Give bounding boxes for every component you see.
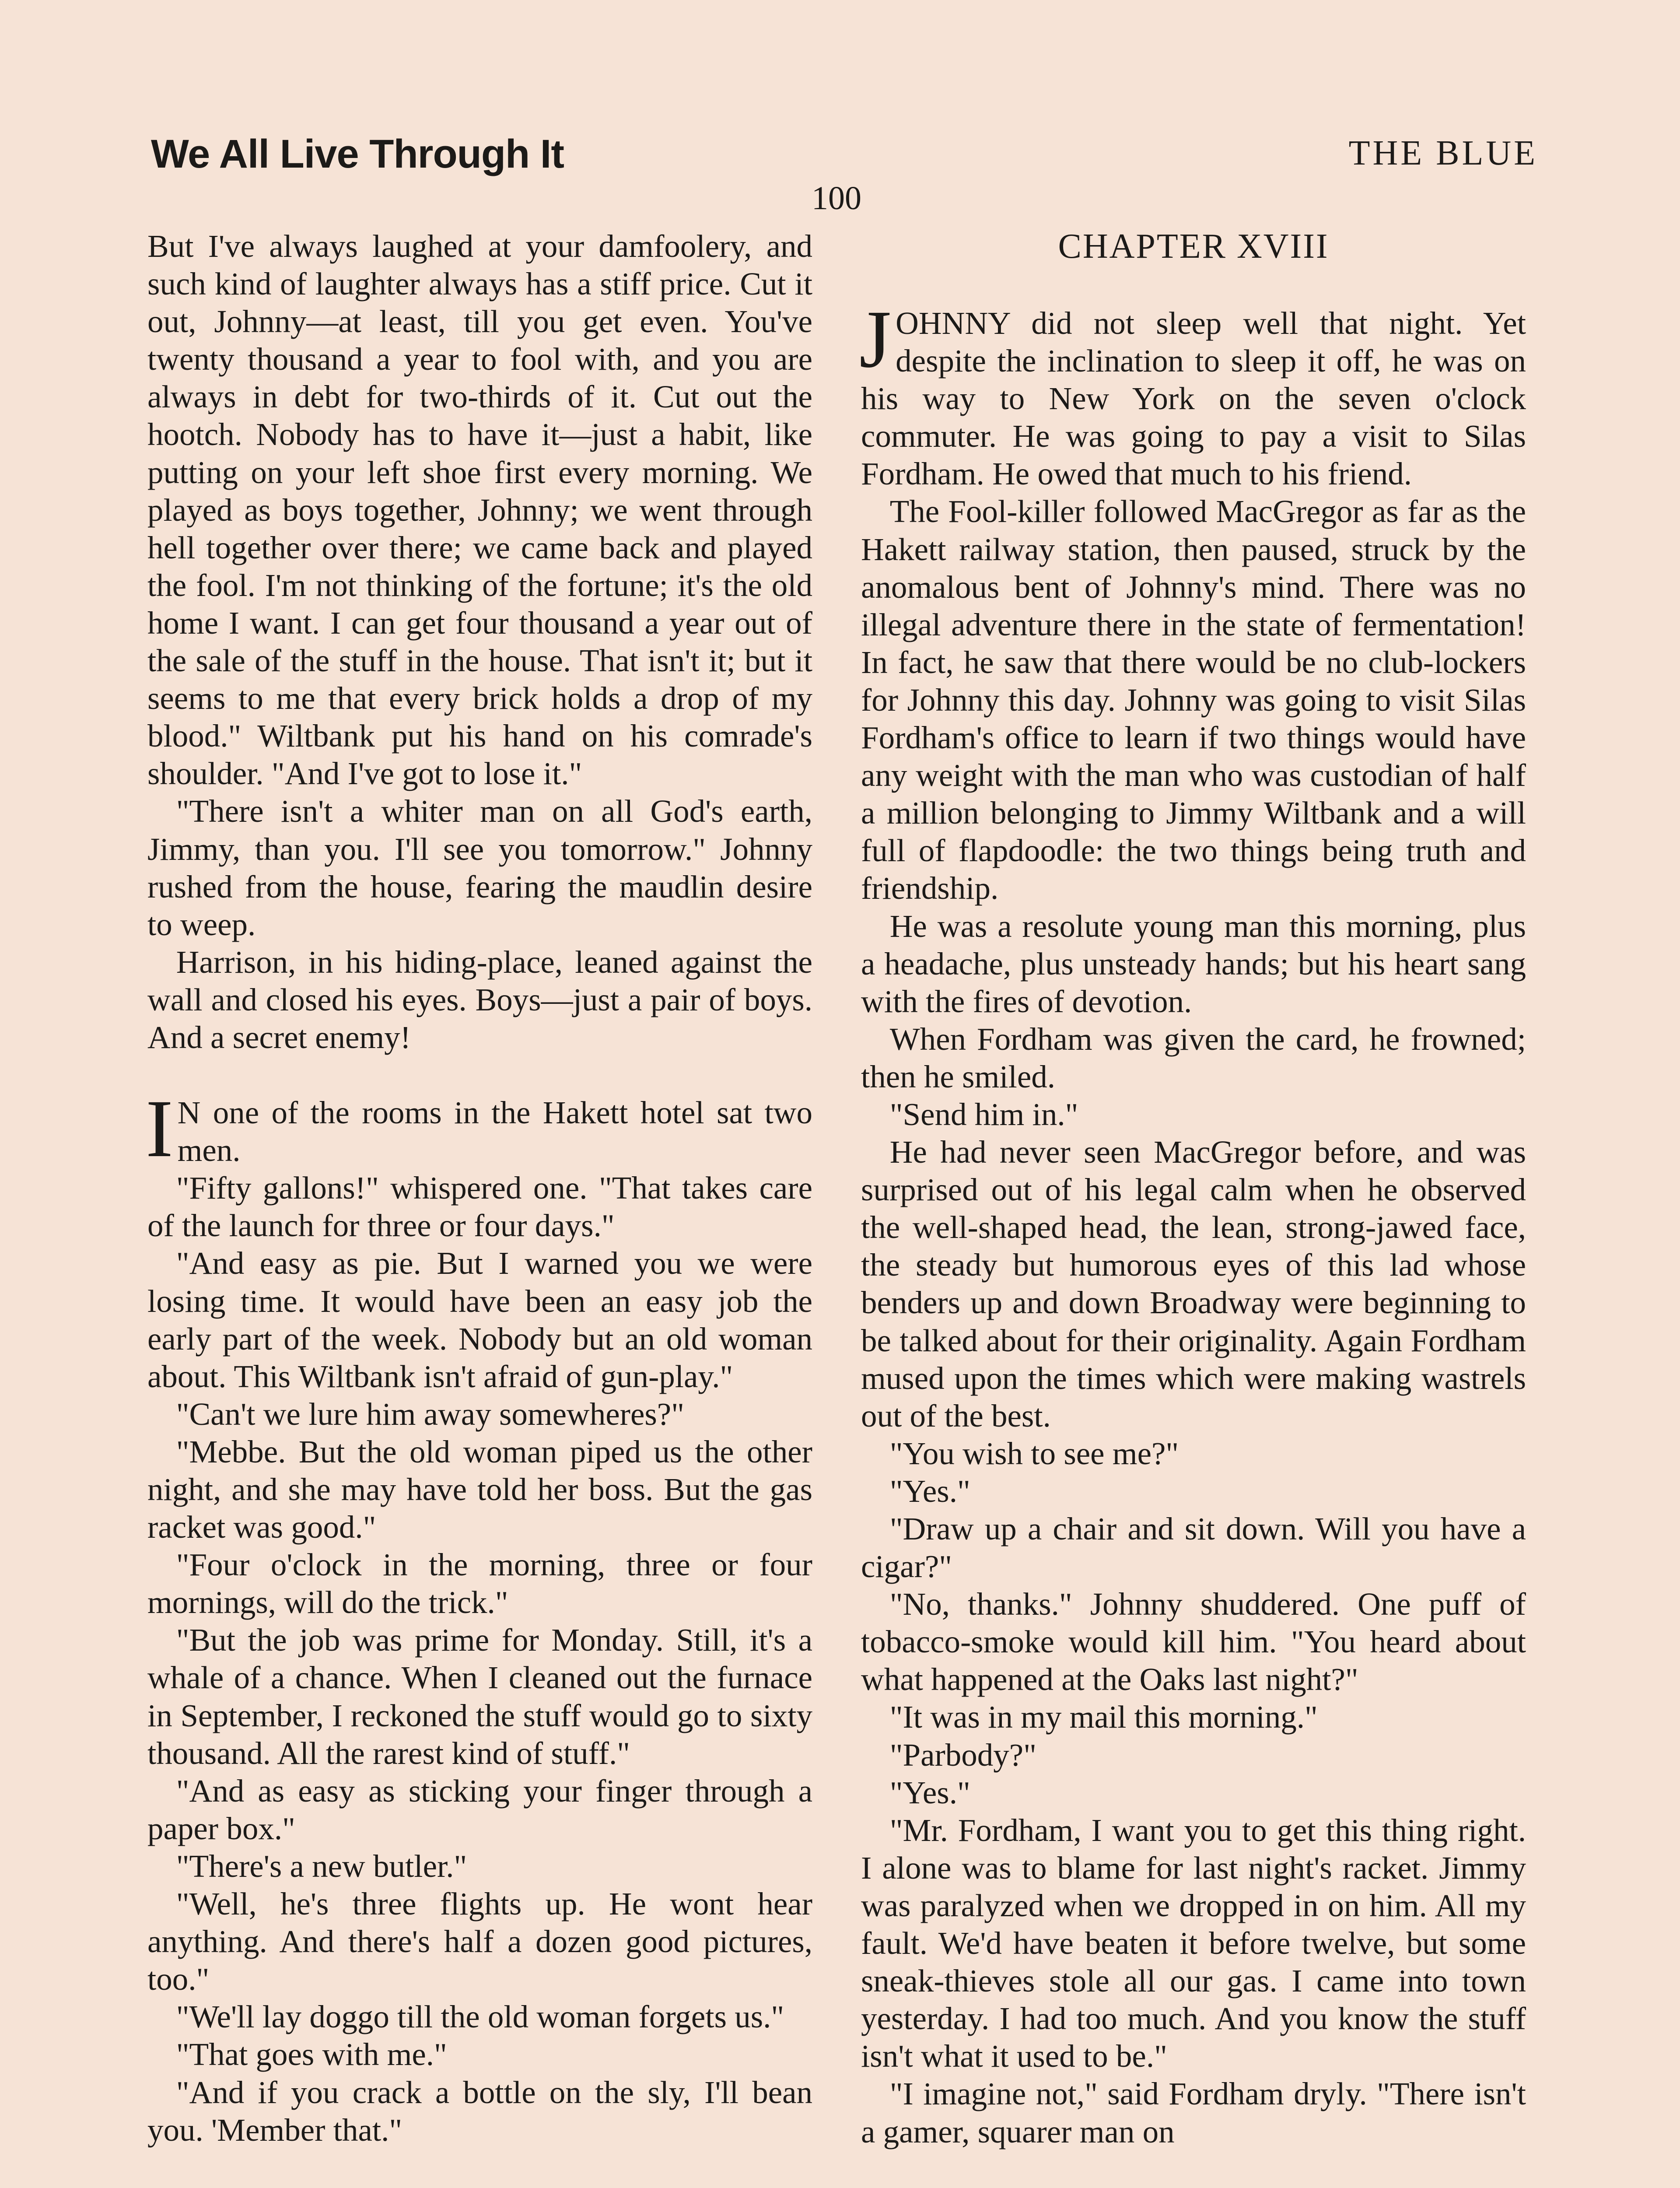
paragraph: "We'll lay doggo till the old woman forgets us." bbox=[176, 1999, 784, 2035]
right-column bbox=[861, 228, 1526, 2151]
paragraph: "And as easy as sticking your finger through a paper box." bbox=[147, 1773, 812, 1846]
paragraph-text: N one of the rooms in the Hakett hotel sat two men. bbox=[177, 1095, 812, 1168]
chapter-heading: CHAPTER XVIII bbox=[1058, 227, 1329, 266]
drop-cap: J bbox=[859, 293, 892, 385]
paragraph: "That goes with me." bbox=[176, 2037, 447, 2072]
paragraph: "Can't we lure him away somewheres?" bbox=[176, 1396, 684, 1432]
paragraph: "Mebbe. But the old woman piped us the other night, and she may have told her boss. But the gas racket was good." bbox=[147, 1434, 812, 1545]
drop-cap: I bbox=[146, 1083, 173, 1175]
paragraph: The Fool-killer followed MacGregor as far as the Hakett railway station, then paused, struck by the anomalous bent of Johnny's mind. There was no illegal adventure there in the state of fermentation! In fact, he saw that there would be no club-lockers for Johnny this day. Johnny was going to visit Silas Fordham's office to learn if two things would have any weight with the man who was custodian of half a million belonging to Jimmy Wiltbank and a will full of flapdoodle: the two things being truth and friendship. bbox=[861, 494, 1526, 906]
paragraph: "And easy as pie. But I warned you we were losing time. It would have been an easy job the early part of the week. Nobody but an old woman about. This Wiltbank isn't afraid of gun-play." bbox=[147, 1245, 812, 1394]
paragraph: When Fordham was given the card, he frowned; then he smiled. bbox=[861, 1021, 1526, 1094]
paragraph: "Yes." bbox=[889, 1774, 970, 1810]
paragraph: He was a resolute young man this morning, plus a headache, plus unsteady hands; but his heart sang with the fires of devotion. bbox=[861, 908, 1526, 1019]
story-title: We All Live Through It bbox=[151, 132, 564, 176]
paragraph: "Four o'clock in the morning, three or four mornings, will do the trick." bbox=[147, 1547, 812, 1620]
paragraph: But I've always laughed at your damfoolery, and such kind of laughter always has a stiff price. Cut it out, Johnny—at least, till you get even. You've twenty thousand a year to fool with, and you are always in debt for two-thirds of it. Cut out the hootch. Nobody has to have it—just a habit, like putting on your left shoe first every morning. We played as boys together, Johnny; we went through hell together over there; we came back and played the fool. I'm not thinking of the fortune; it's the old home I want. I can get four thousand a year out of the sale of the stuff in the house. That isn't it; but it seems to me that every brick holds a drop of my blood." Wiltbank put his hand on his comrade's shoulder. "And I've got to lose it." bbox=[147, 228, 812, 792]
paragraph: Harrison, in his hiding-place, leaned against the wall and closed his eyes. Boys—just a pair of boys. And a secret enemy! bbox=[147, 944, 812, 1055]
paragraph: "Mr. Fordham, I want you to get this thing right. I alone was to blame for last night's racket. Jimmy was paralyzed when we dropped in on him. All my fault. We'd have beaten it before twelve, but some sneak-thieves stole all our gas. I came into town yesterday. I had too much. And you know the stuff isn't what it used to be." bbox=[861, 1812, 1526, 2074]
paragraph: "Send him in." bbox=[889, 1096, 1078, 1132]
paragraph: "Well, he's three flights up. He wont hear anything. And there's half a dozen good pictures, too." bbox=[147, 1886, 812, 1997]
paragraph: He had never seen MacGregor before, and was surprised out of his legal calm when he observed the well-shaped head, the lean, strong-jawed face, the steady but humorous eyes of this lad whose benders up and down Broadway were beginning to be talked about for their originality. Again Fordham mused upon the times which were making wastrels out of the best. bbox=[861, 1134, 1526, 1434]
paragraph: "No, thanks." Johnny shuddered. One puff of tobacco-smoke would kill him. "You heard about what happened at the Oaks last night?" bbox=[861, 1586, 1526, 1697]
paragraph: "Parbody?" bbox=[889, 1737, 1036, 1773]
paragraph-text: OHNNY did not sleep well that night. Yet despite the inclination to sleep it off, he was on his way to New York on the seven o'clock commuter. He was going to pay a visit to Silas Fordham. He owed that much to his friend. bbox=[861, 305, 1526, 492]
paragraph: "But the job was prime for Monday. Still, it's a whale of a chance. When I cleaned out the furnace in September, I reckoned the stuff would go to sixty thousand. All the rarest kind of stuff." bbox=[147, 1622, 812, 1771]
section-break bbox=[147, 1056, 812, 1094]
paragraph: "You wish to see me?" bbox=[889, 1435, 1179, 1471]
paragraph bbox=[146, 1083, 812, 1175]
paragraph: "Fifty gallons!" whispered one. "That takes care of the launch for three or four days." bbox=[147, 1170, 812, 1244]
paragraph: "I imagine not," said Fordham dryly. "There isn't a gamer, squarer man on bbox=[861, 2076, 1526, 2149]
paragraph bbox=[859, 293, 1526, 493]
paragraph: "There's a new butler." bbox=[176, 1848, 467, 1884]
paragraph: "And if you crack a bottle on the sly, I'll bean you. 'Member that." bbox=[147, 2074, 812, 2148]
left-column bbox=[147, 228, 812, 2149]
paragraph: "Draw up a chair and sit down. Will you have a cigar?" bbox=[861, 1511, 1526, 1585]
paragraph: "It was in my mail this morning." bbox=[889, 1699, 1318, 1735]
paragraph: "There isn't a whiter man on all God's earth, Jimmy, than you. I'll see you tomorrow." Johnny rushed from the house, fearing the maudlin desire to weep. bbox=[147, 793, 812, 942]
paragraph: "Yes." bbox=[889, 1473, 970, 1509]
magazine-name: THE BLUE bbox=[1348, 134, 1538, 172]
page-number: 100 bbox=[812, 180, 861, 217]
